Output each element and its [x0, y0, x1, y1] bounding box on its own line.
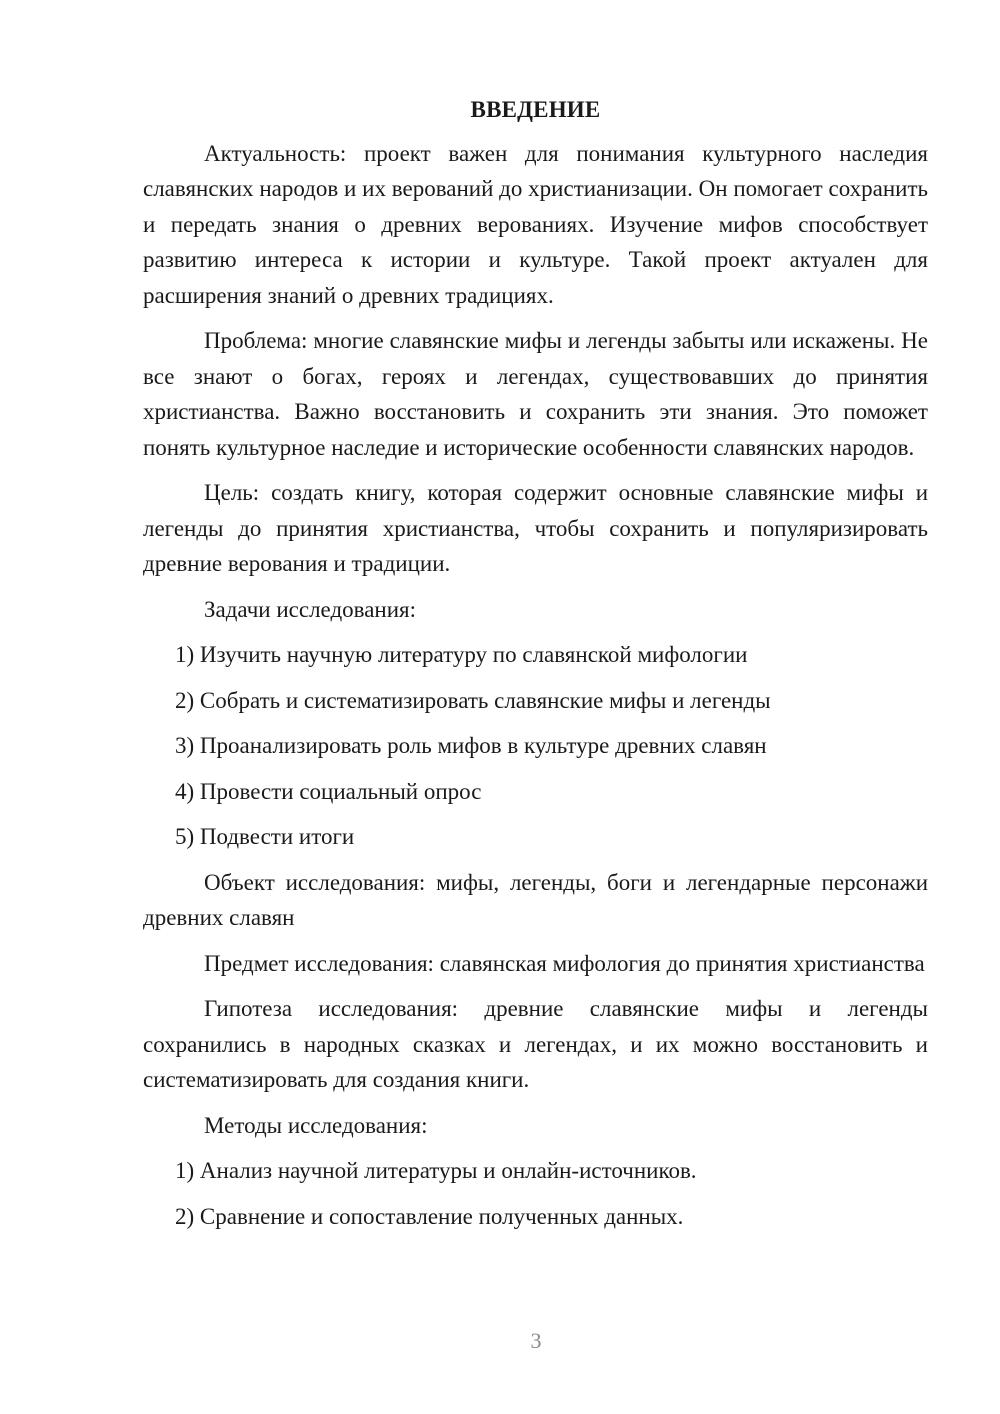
- page-content: [143, 92, 928, 1244]
- list-item: 1) Анализ научной литературы и онлайн-источников.: [175, 1158, 697, 1183]
- relevance-paragraph: Актуальность: проект важен для понимания культурного наследия славянских народов и их верований до христианизации. Он помогает сохранить и передать знания о древних верованиях. Изучение мифов способствует развитию интереса к истории и культуре. Такой проект актуален для расширения знаний о древних традициях.: [143, 140, 928, 308]
- object-paragraph: Объект исследования: мифы, легенды, боги и легендарные персонажи древних славян: [143, 869, 928, 930]
- list-item: 5) Подвести итоги: [175, 824, 355, 849]
- list-item: 4) Провести социальный опрос: [175, 778, 482, 804]
- subject-paragraph: Предмет исследования: славянская мифология до принятия христианства: [204, 950, 925, 976]
- tasks-list: [143, 637, 928, 855]
- methods-list: [143, 1153, 928, 1234]
- methods-label: Методы исследования:: [204, 1112, 428, 1138]
- list-item: 1) Изучить научную литературу по славянской мифологии: [175, 642, 748, 667]
- problem-paragraph: Проблема: многие славянские мифы и легенды забыты или искажены. Не все знают о богах, героях и легендах, существовавших до принятия христианства. Важно восстановить и сохранить эти знания. Это поможет понять культурное наследие и исторические особенности славянских народов.: [143, 328, 928, 460]
- goal-paragraph: Цель: создать книгу, которая содержит основные славянские мифы и легенды до принятия христианства, чтобы сохранить и популяризировать древние верования и традиции.: [143, 480, 928, 576]
- list-item: 2) Сравнение и сопоставление полученных данных.: [175, 1203, 684, 1229]
- page-number: 3: [530, 1328, 542, 1353]
- hypothesis-paragraph: Гипотеза исследования: древние славянские мифы и легенды сохранились в народных сказках и легендах, и их можно восстановить и систематизировать для создания книги.: [143, 996, 928, 1092]
- tasks-label: Задачи исследования:: [204, 596, 417, 622]
- section-heading: ВВЕДЕНИЕ: [470, 97, 601, 122]
- list-item: 3) Проанализировать роль мифов в культуре древних славян: [175, 733, 767, 758]
- list-item: 2) Собрать и систематизировать славянские мифы и легенды: [175, 687, 771, 713]
